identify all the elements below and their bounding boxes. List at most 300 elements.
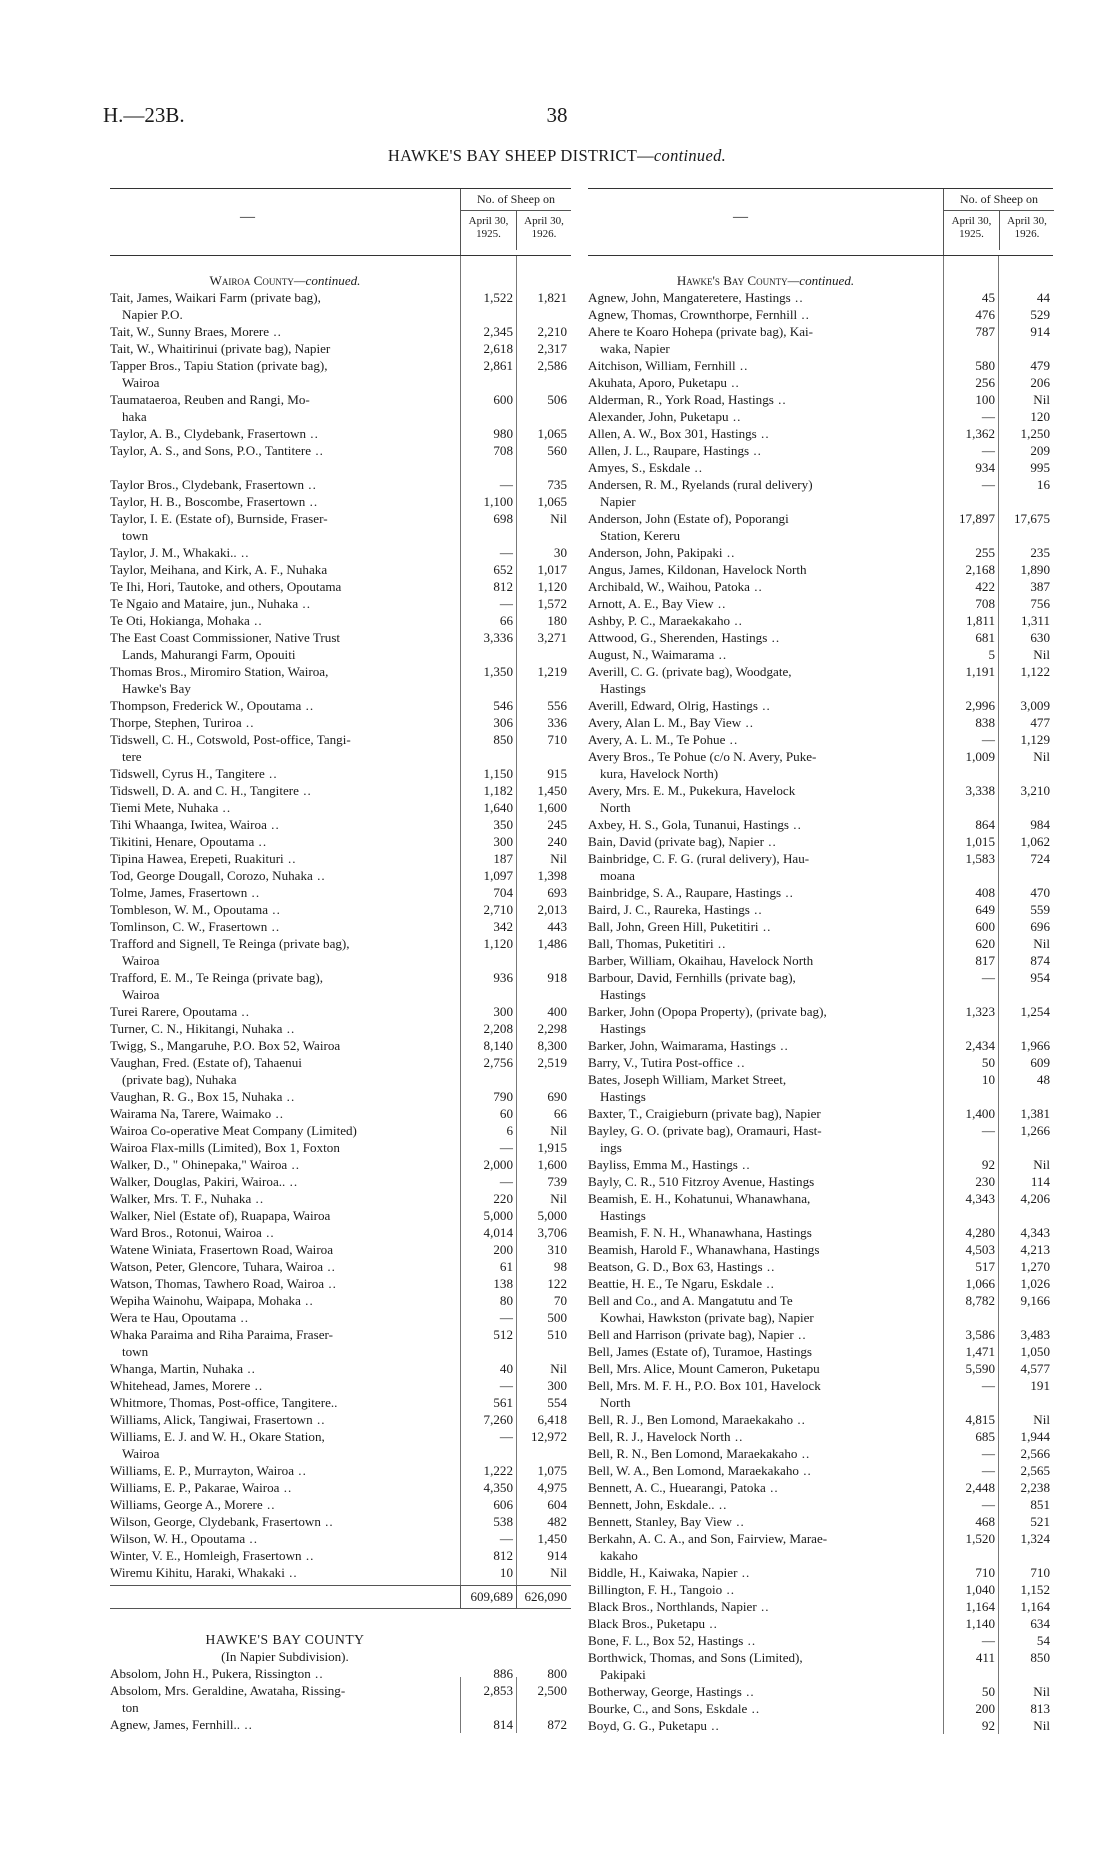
sheep-1926: Nil [550,1361,567,1376]
owner-name [588,850,943,867]
sheep-1926: 54 [1036,1633,1050,1648]
sheep-1925: 1,040 [965,1582,995,1597]
owner-name [588,748,943,765]
owner-name-text: Tidswell, Cyrus H., Tangitere [110,766,265,781]
owner-name [110,544,460,561]
owner-name [588,1309,943,1326]
owner-name [110,561,460,578]
owner-name [110,578,460,595]
owner-name [588,952,943,969]
owner-name-text: Taumataeroa, Reuben and Rangi, Mo- [110,392,310,407]
owner-name [588,1275,943,1292]
table-row [588,1360,1053,1377]
table-row [110,1360,571,1377]
leader-dots: .. [730,1429,744,1444]
sheep-1926: 874 [1030,953,1050,968]
owner-name-text: Whitehead, James, Morere [110,1378,251,1393]
sheep-1926: 914 [1030,324,1050,339]
owner-name [110,1360,460,1377]
owner-name-text: Tidswell, D. A. and C. H., Tangitere [110,783,299,798]
owner-name [110,1292,460,1309]
owner-name-text: Ball, Thomas, Puketitiri [588,936,714,951]
owner-name [588,799,943,816]
owner-name-text: Avery Bros., Te Pohue (c/o N. Avery, Puke- [588,749,817,764]
sheep-1926: 710 [547,732,567,747]
sheep-1926: 1,890 [1020,562,1050,577]
header-dash: — [240,209,255,225]
owner-name-text: Akuhata, Aporo, Puketapu [588,375,727,390]
leader-dots: .. [285,1174,299,1189]
owner-name [110,901,460,918]
sheep-1926: 4,213 [1020,1242,1050,1257]
sheep-1926: 914 [547,1548,567,1563]
owner-name-text: Barry, V., Tutira Post-office [588,1055,733,1070]
sheep-1925: 2,000 [483,1157,513,1172]
sheep-1926: 556 [547,698,567,713]
sheep-1926: 443 [547,919,567,934]
owner-name-text: Wairoa [122,953,160,968]
owner-name [110,1037,460,1054]
owner-name-text: Wilson, George, Clydebank, Frasertown [110,1514,321,1529]
table-row [110,425,571,442]
owner-name [110,1003,460,1020]
table-row [588,1683,1053,1700]
owner-name-text: Watson, Peter, Glencore, Tuhara, Wairoa [110,1259,324,1274]
table-row [588,1122,1053,1139]
owner-name-text: Tikitini, Henare, Opoutama [110,834,255,849]
sheep-1926: 630 [1030,630,1050,645]
owner-name [110,663,460,680]
owner-name-text: Napier [600,494,636,509]
page-title: HAWKE'S BAY SHEEP DISTRICT—continued. [387,146,727,165]
owner-name-text: Thorpe, Stephen, Turiroa [110,715,242,730]
owner-name [110,1682,460,1699]
sheep-1925: 1,583 [965,851,995,866]
sheep-1925: 3,336 [483,630,513,645]
leader-dots: .. [763,834,777,849]
table-row [110,1428,571,1445]
owner-name-text: Trafford and Signell, Te Reinga (private bag), [110,936,350,951]
sheep-1926: 918 [547,970,567,985]
sheep-1926: 915 [547,766,567,781]
sheep-1926: 482 [547,1514,567,1529]
owner-name [110,1122,460,1139]
owner-name [588,510,943,527]
owner-name-text: Ward Bros., Rotonui, Wairoa [110,1225,262,1240]
owner-name [588,816,943,833]
leader-dots: .. [243,1361,256,1376]
leader-dots: .. [312,1412,326,1427]
leader-dots: .. [730,613,743,628]
owner-name-text: Wairoa Co-operative Meat Company (Limited) [110,1123,357,1138]
section-title: Wairoa County—continued. [209,273,361,288]
sheep-1926: 3,706 [537,1225,567,1240]
sheep-1926: 1,450 [537,1531,567,1546]
owner-name [588,1428,943,1445]
owner-name [588,901,943,918]
leader-dots: .. [284,1565,298,1580]
sheep-1925: 850 [493,732,513,747]
table-row-continuation [110,986,571,1003]
sheep-1926: 634 [1030,1616,1050,1631]
owner-name-text: Beatson, G. D., Box 63, Hastings [588,1259,763,1274]
owner-name [110,1173,460,1190]
owner-name [110,1020,460,1037]
owner-name-text: Arnott, A. E., Bay View [588,596,714,611]
owner-name-text: Williams, George A., Morere [110,1497,263,1512]
sheep-1925: 1,522 [483,290,513,305]
sheep-1925: 600 [975,919,995,934]
leader-dots: .. [283,851,297,866]
sheep-1926: 1,600 [537,800,567,815]
table-row [110,765,571,782]
owner-name-text: Thomas Bros., Miromiro Station, Wairoa, [110,664,329,679]
year-1925-header: April 30, 1925. [951,215,992,240]
owner-name-text: Taylor, J. M., Whakaki.. [110,545,237,560]
sheep-1926: 609 [1030,1055,1050,1070]
owner-name [110,1665,460,1682]
table-row [110,629,571,646]
owner-name [110,1411,460,1428]
sheep-1926: 506 [547,392,567,407]
sheep-1926: 851 [1030,1497,1050,1512]
table-row [588,561,1053,578]
owner-name-text: Hastings [600,987,646,1002]
owner-name-text: Archibald, W., Waihou, Patoka [588,579,750,594]
sheep-1925: 3,586 [965,1327,995,1342]
leader-dots: .. [264,766,278,781]
sheep-1925: — [499,545,513,560]
sheep-1926: 1,398 [537,868,567,883]
owner-name-text: Bell and Harrison (private bag), Napier [588,1327,794,1342]
table-row [588,323,1053,340]
owner-name-text: Te Oti, Hokianga, Mohaka [110,613,250,628]
owner-name [588,1394,943,1411]
owner-name-text: Botherway, George, Hastings [588,1684,742,1699]
owner-name-text: Winter, V. E., Homleigh, Frasertown [110,1548,302,1563]
sheep-1926: 710 [1030,1565,1050,1580]
table-row [110,561,571,578]
owner-name [110,646,460,663]
owner-name [588,612,943,629]
table-row [110,867,571,884]
owner-name-text: Bourke, C., and Sons, Eskdale [588,1701,748,1716]
owner-name [110,1564,460,1581]
owner-name [110,714,460,731]
sheep-1926: Nil [1033,1157,1050,1172]
table-row [588,969,1053,986]
table-row [110,1326,571,1343]
owner-name [588,1496,943,1513]
leader-dots: .. [306,426,319,441]
table-row [110,1547,571,1564]
owner-name-text: Bell, Mrs. M. F. H., P.O. Box 101, Havelock [588,1378,821,1393]
sheep-1925: 3,338 [965,783,995,798]
sheep-1925: — [981,477,995,492]
sheep-1926: 872 [547,1717,567,1732]
owner-name [110,1241,460,1258]
table-row [588,1377,1053,1394]
sheep-1926: 693 [547,885,567,900]
sheep-1926: Nil [550,511,567,526]
sheep-1925: 704 [493,885,513,900]
table-row [110,1377,571,1394]
sheep-1925: 468 [975,1514,995,1529]
sheep-1926: 1,600 [537,1157,567,1172]
sheep-1925: 886 [493,1666,513,1681]
sheep-1925: 2,756 [483,1055,513,1070]
table-row [588,663,1053,680]
leader-dots: .. [301,1548,315,1563]
owner-name-text: Tomlinson, C. W., Frasertown [110,919,268,934]
owner-name-text: Bone, F. L., Box 52, Hastings [588,1633,744,1648]
owner-name [588,1717,943,1734]
leader-dots: .. [266,817,280,832]
sheep-1925: 300 [493,834,513,849]
owner-name-text: Taylor Bros., Clydebank, Frasertown [110,477,305,492]
owner-name-text: Bennett, A. C., Huearangi, Patoka [588,1480,766,1495]
owner-name [110,289,460,306]
table-row [110,493,571,510]
sheep-1926: 9,166 [1020,1293,1050,1308]
table-row [110,1513,571,1530]
row-gap [110,459,571,476]
owner-name-text: Axbey, H. S., Gola, Tunanui, Hastings [588,817,790,832]
table-row [110,1037,571,1054]
table-row [110,850,571,867]
owner-name-text: Bennett, Stanley, Bay View [588,1514,732,1529]
owner-name-text: Lands, Mahurangi Farm, Opouiti [122,647,296,662]
owner-name [110,408,460,425]
table-row-continuation [588,1309,1053,1326]
table-row [588,1632,1053,1649]
owner-name [588,1071,943,1088]
header-dash: — [733,209,748,225]
owner-name [588,527,943,544]
sheep-1925: 512 [493,1327,513,1342]
sheep-1925: 685 [975,1429,995,1444]
leader-dots: .. [743,1633,757,1648]
sheep-1926: 5,000 [537,1208,567,1223]
table-row [588,612,1053,629]
sheep-1925: 787 [975,324,995,339]
sheep-1926: 336 [547,715,567,730]
table-row-continuation [588,1088,1053,1105]
table-row [110,1479,571,1496]
owner-name-text: Bayly, C. R., 510 Fitzroy Avenue, Hastings [588,1174,815,1189]
table-row [110,969,571,986]
owner-name-text: Agnew, John, Mangateretere, Hastings [588,290,791,305]
owner-name [110,1207,460,1224]
table-row [588,1479,1053,1496]
sheep-1925: 538 [493,1514,513,1529]
sheep-1925: — [981,970,995,985]
table-row [110,510,571,527]
leader-dots: .. [305,494,319,509]
sheep-1925: 838 [975,715,995,730]
table-row [588,833,1053,850]
right-table-body [588,256,1053,1734]
table-row [588,884,1053,901]
sheep-1926: 4,343 [1020,1225,1050,1240]
owner-name-text: Bennett, John, Eskdale.. [588,1497,715,1512]
county-title: HAWKE'S BAY COUNTY [205,1632,365,1647]
section-title: Hawke's Bay County—continued. [676,273,855,288]
table-row-continuation [110,408,571,425]
table-row [110,340,571,357]
sheep-1925: — [981,1497,995,1512]
owner-name-text: Taylor, H. B., Boscombe, Frasertown [110,494,306,509]
owner-name-text: Hastings [600,681,646,696]
sheep-1925: 1,222 [483,1463,513,1478]
owner-name-text: haka [122,409,147,424]
sheep-1925: 936 [493,970,513,985]
leader-dots: .. [756,426,770,441]
table-row [110,1105,571,1122]
owner-name-text: Vaughan, Fred. (Estate of), Tahaenui [110,1055,302,1070]
table-row [110,1224,571,1241]
table-row-continuation [588,493,1053,510]
leader-dots: .. [268,902,281,917]
table-row [110,391,571,408]
owner-name [588,1564,943,1581]
table-row [110,1207,571,1224]
owner-name [588,714,943,731]
sheep-1925: 5,000 [483,1208,513,1223]
sheep-1925: 1,009 [965,749,995,764]
owner-name-text: Borthwick, Thomas, and Sons (Limited), [588,1650,803,1665]
owner-name-text: Beamish, Harold F., Whanawhana, Hastings [588,1242,820,1257]
leader-dots: .. [713,936,727,951]
owner-name-text: Ball, John, Green Hill, Puketitiri [588,919,759,934]
leader-dots: .. [241,715,255,730]
sheep-1925: — [981,1123,995,1138]
sheep-1925: 80 [499,1293,513,1308]
sheep-1925: 256 [975,375,995,390]
owner-name-text: Watene Winiata, Frasertown Road, Wairoa [110,1242,334,1257]
table-row [110,731,571,748]
leader-dots: .. [750,579,763,594]
table-row-continuation [110,1071,571,1088]
table-row [110,1122,571,1139]
owner-name [110,1513,460,1530]
sheep-1926: 813 [1030,1701,1050,1716]
table-row-continuation [588,1547,1053,1564]
table-row [110,1462,571,1479]
sheep-1926: 8,300 [537,1038,567,1053]
sheep-1925: 10 [981,1072,995,1087]
sheep-1925: 934 [975,460,995,475]
owner-name [588,969,943,986]
owner-name-text: Tait, James, Waikari Farm (private bag), [110,290,321,305]
owner-name [110,1530,460,1547]
table-row [110,1292,571,1309]
sheep-1925: — [499,1429,513,1444]
owner-name [588,391,943,408]
owner-name-text: Bell, R. N., Ben Lomond, Maraekakaho [588,1446,798,1461]
owner-name [588,1224,943,1241]
owner-name-text: Agnew, James, Fernhill.. [110,1717,241,1732]
owner-name [588,1241,943,1258]
table-row-continuation [110,680,571,697]
owner-name-text: Hastings [600,1021,646,1036]
owner-name-text: Baird, J. C., Raureka, Hastings [588,902,750,917]
sheep-1926: 984 [1030,817,1050,832]
sheep-1925: 561 [493,1395,513,1410]
table-row [588,1071,1053,1088]
owner-name-text: Bayley, G. O. (private bag), Oramauri, Hast- [588,1123,822,1138]
owner-name [588,1666,943,1683]
table-row [588,1054,1053,1071]
table-row [588,391,1053,408]
owner-name [110,850,460,867]
sheep-1925: 10 [499,1565,513,1580]
table-row [110,289,571,306]
owner-name-text: ings [600,1140,622,1155]
sheep-1925: 1,520 [965,1531,995,1546]
leader-dots: .. [767,630,781,645]
owner-name [110,1716,460,1733]
owner-name [588,918,943,935]
owner-name-text: Watson, Thomas, Tawhero Road, Wairoa [110,1276,325,1291]
total-row [110,1585,571,1609]
leader-dots: .. [793,1412,806,1427]
owner-name-text: Barbour, David, Fernhills (private bag), [588,970,796,985]
leader-dots: .. [706,1718,720,1733]
owner-name-text: Wairoa [122,987,160,1002]
table-row [110,1139,571,1156]
table-row-continuation [588,867,1053,884]
owner-name [110,595,460,612]
table-row [588,1258,1053,1275]
sheep-1926: Nil [550,851,567,866]
leader-dots: .. [237,1004,250,1019]
owner-name [110,884,460,901]
table-row [588,1037,1053,1054]
table-row [588,1530,1053,1547]
owner-name-text: Anderson, John (Estate of), Poporangi [588,511,789,526]
table-row [588,935,1053,952]
owner-name [110,374,460,391]
sheep-1926: 2,210 [537,324,567,339]
leader-dots: .. [250,1378,264,1393]
owner-name-text: Averill, C. G. (private bag), Woodgate, [588,664,792,679]
owner-name [588,697,943,714]
table-row [588,1615,1053,1632]
leader-dots: .. [271,1106,285,1121]
sheep-1926: 12,972 [530,1429,567,1444]
owner-name-text: Attwood, G., Sherenden, Hastings [588,630,768,645]
owner-name-text: Anderson, John, Pakipaki [588,545,723,560]
sheep-1926: 98 [553,1259,567,1274]
owner-name [110,1699,460,1716]
table-row [110,1530,571,1547]
sheep-1926: Nil [1033,749,1050,764]
owner-name-text: Williams, E. P., Pakarae, Wairoa [110,1480,280,1495]
owner-name-text: Vaughan, R. G., Box 15, Nuhaka [110,1089,283,1104]
leader-dots: .. [311,443,324,458]
owner-name [110,357,460,374]
owner-name [110,1054,460,1071]
owner-name-text: Napier P.O. [122,307,183,322]
table-row-continuation [110,1445,571,1462]
owner-name [588,1207,943,1224]
owner-name-text: The East Coast Commissioner, Native Trust [110,630,341,645]
leader-dots: .. [282,1021,296,1036]
sheep-1925: 812 [493,579,513,594]
owner-name-text: Hastings [600,1208,646,1223]
table-row [110,1054,571,1071]
